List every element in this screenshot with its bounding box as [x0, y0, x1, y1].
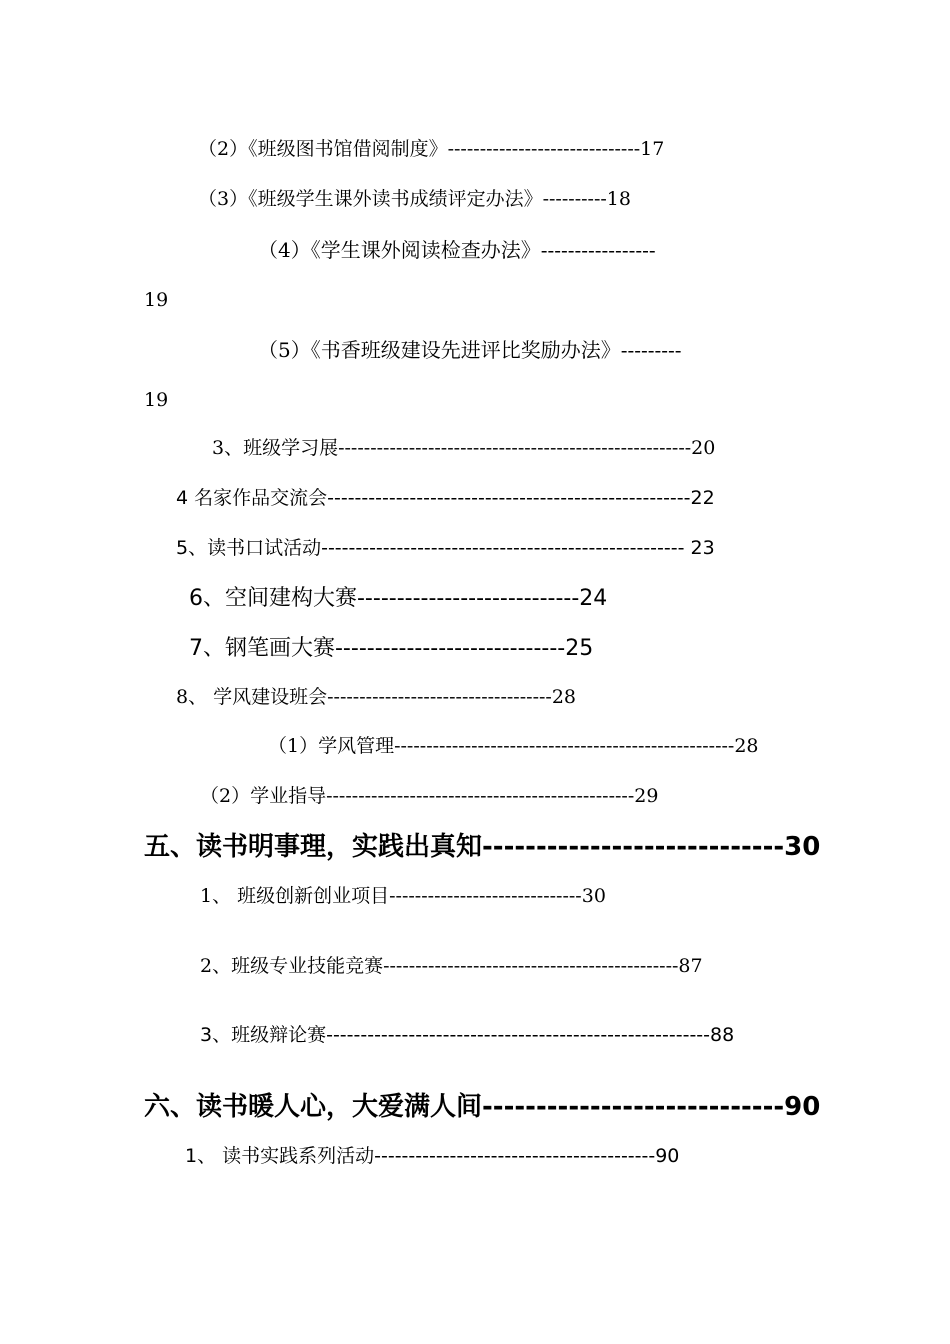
toc-entry: 2、班级专业技能竞赛----------------------------------------------87 [200, 955, 703, 977]
toc-entry: （4）《学生课外阅读检查办法》----------------- [258, 238, 656, 262]
toc-page-number: 19 [144, 389, 169, 411]
toc-entry: 3、班级学习展-------------------------------------------------------20 [212, 437, 716, 459]
toc-entry: （2）《班级图书馆借阅制度》------------------------------17 [198, 138, 665, 160]
toc-entry: （5）《书香班级建设先进评比奖励办法》--------- [258, 338, 682, 362]
toc-entry: 5、读书口试活动----------------------------------------------------- 23 [176, 537, 715, 559]
toc-entry: （2）学业指导------------------------------------------------29 [200, 785, 659, 807]
toc-entry: （3）《班级学生课外读书成绩评定办法》----------18 [198, 188, 631, 210]
toc-entry: 8、 学风建设班会-----------------------------------28 [176, 686, 577, 708]
toc-entry: 1、 读书实践系列活动-----------------------------------------90 [185, 1145, 680, 1167]
toc-entry: 4 名家作品交流会-----------------------------------------------------22 [176, 487, 715, 509]
toc-entry: 1、 班级创新创业项目------------------------------30 [200, 885, 606, 907]
toc-section-heading: 六、读书暖人心，大爱满人间----------------------------90 [144, 1092, 821, 1122]
toc-entry: 6、空间建构大赛----------------------------24 [189, 586, 608, 611]
toc-page-number: 19 [144, 289, 169, 311]
toc-entry: 7、钢笔画大赛-----------------------------25 [189, 636, 594, 661]
toc-entry: 3、班级辩论赛--------------------------------------------------------88 [200, 1024, 735, 1046]
toc-entry: （1）学风管理-----------------------------------------------------28 [268, 735, 759, 757]
toc-section-heading: 五、读书明事理，实践出真知----------------------------30 [144, 832, 821, 862]
